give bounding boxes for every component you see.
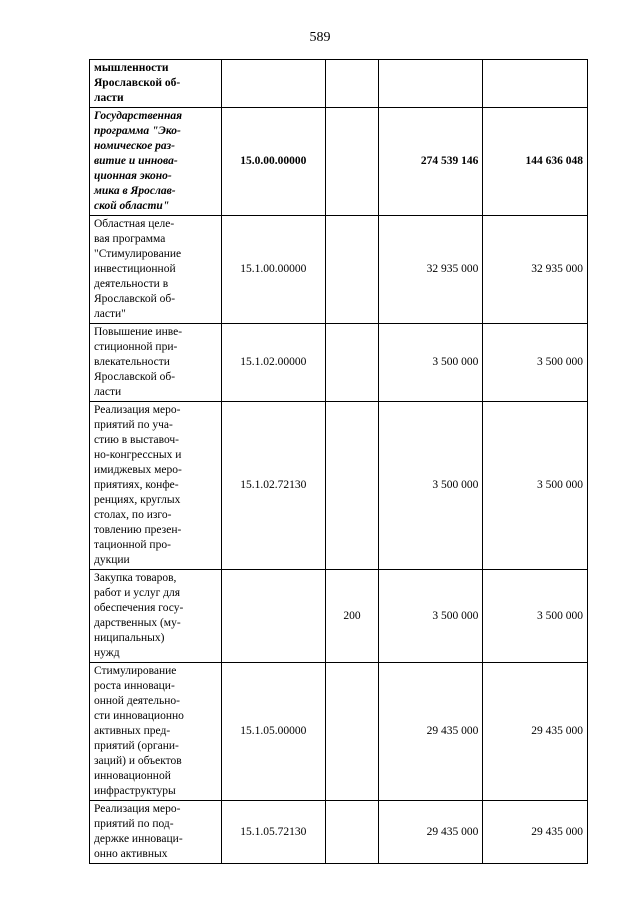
row-name: Областная целе- вая программа "Стимулирование инвестиционной деятельности в Ярославской об- ласти" xyxy=(90,216,222,324)
row-name: Закупка товаров, работ и услуг для обеспечения госу- дарственных (му- ниципальных) нужд xyxy=(90,570,222,663)
row-name: Реализация меро- приятий по уча- стию в выставоч- но-конгрессных и имиджевых меро- приятиях, конфе- ренциях, круглых столах, по изго- товлению презен- тационной про- дукции xyxy=(90,402,222,570)
row-sum-2: 144 636 048 xyxy=(483,108,588,216)
row-code: 15.1.00.00000 xyxy=(221,216,326,324)
row-name: Реализация меро- приятий по под- держке инноваци- онно активных xyxy=(90,801,222,864)
table-row xyxy=(90,402,588,570)
row-name: Стимулирование роста инноваци- онной деятельно- сти инновационно активных пред- приятий (органи- заций) и объектов инновационной инфраструктуры xyxy=(90,663,222,801)
table-row xyxy=(90,216,588,324)
row-sum-2: 32 935 000 xyxy=(483,216,588,324)
table-row xyxy=(90,663,588,801)
row-sum-1: 3 500 000 xyxy=(378,402,483,570)
row-sum-2: 3 500 000 xyxy=(483,402,588,570)
row-expense-type xyxy=(326,663,379,801)
row-sum-1: 3 500 000 xyxy=(378,570,483,663)
row-name: мышленности Ярославской об- ласти xyxy=(90,60,222,108)
row-code: 15.1.02.00000 xyxy=(221,324,326,402)
row-expense-type xyxy=(326,801,379,864)
row-sum-1: 32 935 000 xyxy=(378,216,483,324)
row-sum-1: 3 500 000 xyxy=(378,324,483,402)
table-row xyxy=(90,60,588,108)
row-sum-2: 29 435 000 xyxy=(483,801,588,864)
row-sum-2: 29 435 000 xyxy=(483,663,588,801)
row-sum-1: 274 539 146 xyxy=(378,108,483,216)
row-code xyxy=(221,570,326,663)
budget-table xyxy=(89,59,588,864)
row-expense-type xyxy=(326,108,379,216)
table-row xyxy=(90,801,588,864)
row-expense-type xyxy=(326,402,379,570)
row-sum-1: 29 435 000 xyxy=(378,663,483,801)
row-sum-2 xyxy=(483,60,588,108)
row-expense-type xyxy=(326,216,379,324)
row-sum-2: 3 500 000 xyxy=(483,324,588,402)
row-expense-type xyxy=(326,324,379,402)
row-code: 15.1.02.72130 xyxy=(221,402,326,570)
page-number: 589 xyxy=(309,30,331,45)
row-code: 15.1.05.00000 xyxy=(221,663,326,801)
row-code xyxy=(221,60,326,108)
row-sum-1 xyxy=(378,60,483,108)
table-row xyxy=(90,570,588,663)
row-expense-type: 200 xyxy=(326,570,379,663)
row-name: Повышение инве- стиционной при- влекательности Ярославской об- ласти xyxy=(90,324,222,402)
row-sum-1: 29 435 000 xyxy=(378,801,483,864)
row-expense-type xyxy=(326,60,379,108)
table-row xyxy=(90,324,588,402)
row-name: Государственная программа "Эко- номическое раз- витие и иннова- ционная эконо- мика в Ярослав- ской области" xyxy=(90,108,222,216)
row-sum-2: 3 500 000 xyxy=(483,570,588,663)
row-code: 15.0.00.00000 xyxy=(221,108,326,216)
row-code: 15.1.05.72130 xyxy=(221,801,326,864)
table-row xyxy=(90,108,588,216)
